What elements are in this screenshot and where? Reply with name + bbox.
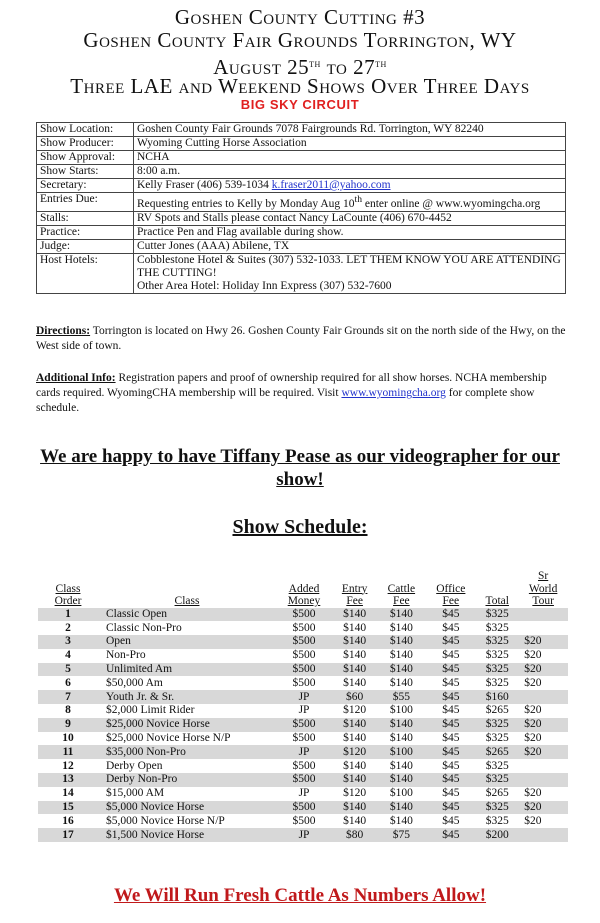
info-label: Host Hotels:: [37, 253, 134, 293]
show-info-table: [36, 122, 566, 294]
schedule-row: [38, 608, 568, 622]
schedule-cell-office: $45: [425, 773, 476, 787]
info-row-practice: [37, 225, 566, 239]
schedule-cell-total: $325: [485, 732, 509, 745]
schedule-cell-entry: $140: [343, 676, 367, 689]
schedule-cell-total: $265: [485, 787, 509, 800]
schedule-cell-total: $325: [485, 621, 509, 634]
schedule-cell-order: 13: [38, 773, 98, 787]
schedule-cell-world: $20: [524, 732, 542, 745]
schedule-cell-world: $20: [524, 649, 542, 662]
schedule-cell-office: $45: [442, 759, 460, 772]
schedule-cell-entry: $140: [332, 801, 377, 815]
schedule-cell-entry: $140: [343, 649, 367, 662]
schedule-cell-order: 4: [65, 649, 71, 662]
info-value: Cutter Jones (AAA) Abilene, TX: [134, 239, 566, 253]
schedule-cell-entry: $140: [343, 732, 367, 745]
schedule-cell-added: $500: [292, 759, 316, 772]
schedule-cell-entry: $140: [343, 759, 367, 772]
schedule-cell-office: $45: [425, 801, 476, 815]
schedule-cell-world: $20: [518, 635, 568, 649]
schedule-cell-added: $500: [276, 608, 332, 622]
event-dates: August 25th to 27th: [213, 55, 387, 79]
schedule-cell-class: Youth Jr. & Sr.: [98, 690, 276, 704]
schedule-cell-cattle: $140: [377, 635, 425, 649]
schedule-cell-entry: $120: [332, 745, 377, 759]
schedule-cell-order: 9: [38, 718, 98, 732]
col-cattle-fee: Cattle Fee: [387, 582, 416, 607]
schedule-row: [38, 635, 568, 649]
schedule-cell-world: [518, 621, 568, 635]
schedule-cell-order: 3: [38, 635, 98, 649]
schedule-cell-order: 12: [62, 759, 74, 772]
schedule-cell-office: $45: [425, 608, 476, 622]
schedule-cell-office: $45: [425, 745, 476, 759]
schedule-cell-office: $45: [425, 828, 476, 842]
info-label: Stalls:: [37, 211, 134, 225]
schedule-cell-order: 2: [65, 621, 71, 634]
col-total: Total: [485, 595, 509, 607]
event-venue: Goshen County Fair Grounds Torrington, WY: [83, 28, 517, 52]
directions-paragraph: Directions: Torrington is located on Hwy 26. Goshen County Fair Grounds sit on the north side of the Hwy, on the West side of town.: [36, 325, 566, 352]
schedule-cell-added: $500: [292, 676, 316, 689]
info-value: Goshen County Fair Grounds 7078 Fairgrounds Rd. Torrington, WY 82240: [134, 123, 566, 137]
schedule-cell-class: $25,000 Novice Horse N/P: [106, 732, 231, 745]
schedule-row: [38, 732, 568, 746]
schedule-cell-office: $45: [442, 676, 460, 689]
info-row-starts: [37, 165, 566, 179]
schedule-cell-class: $50,000 Am: [106, 676, 163, 689]
schedule-cell-added: $500: [276, 663, 332, 677]
schedule-cell-order: 1: [38, 608, 98, 622]
schedule-cell-office: $45: [425, 635, 476, 649]
schedule-cell-office: $45: [425, 663, 476, 677]
info-value: Cobblestone Hotel & Suites (307) 532-1033. LET THEM KNOW YOU ARE ATTENDING THE CUTTING! Other Area Hotel: Holiday Inn Express (307) 532-7600: [134, 253, 566, 293]
schedule-cell-total: $325: [476, 773, 518, 787]
col-entry-fee: Entry Fee: [341, 582, 368, 607]
info-row-judge: [37, 239, 566, 253]
schedule-cell-class: Derby Non-Pro: [98, 773, 276, 787]
schedule-cell-class: Non-Pro: [106, 649, 146, 662]
schedule-row: [38, 814, 568, 828]
schedule-cell-office: $45: [442, 621, 460, 634]
schedule-cell-order: 10: [62, 732, 74, 745]
schedule-cell-class: Open: [98, 635, 276, 649]
additional-info-paragraph: Additional Info: Registration papers and proof of ownership required for all show horses. NCHA membership cards required. WyomingCHA membership will be required. Visit www.wyomingcha.org for complete show schedule.: [36, 372, 547, 414]
fresh-cattle-notice: We Will Run Fresh Cattle As Numbers Allow!: [113, 885, 487, 906]
schedule-cell-class: $5,000 Novice Horse: [98, 801, 276, 815]
schedule-cell-office: $45: [442, 732, 460, 745]
schedule-cell-world: $20: [518, 745, 568, 759]
schedule-cell-world: $20: [518, 718, 568, 732]
schedule-cell-office: $45: [425, 690, 476, 704]
schedule-cell-cattle: $140: [377, 773, 425, 787]
schedule-cell-total: $325: [485, 676, 509, 689]
schedule-cell-entry: $140: [332, 718, 377, 732]
schedule-cell-order: 6: [65, 676, 71, 689]
schedule-cell-class: $1,500 Novice Horse: [98, 828, 276, 842]
schedule-cell-total: $265: [485, 704, 509, 717]
schedule-cell-entry: $140: [343, 814, 367, 827]
schedule-cell-world: [518, 690, 568, 704]
schedule-row: [38, 828, 568, 842]
info-row-approval: [37, 151, 566, 165]
schedule-row: [38, 745, 568, 759]
event-subtitle: Three LAE and Weekend Shows Over Three Days: [70, 74, 530, 98]
schedule-cell-order: 5: [38, 663, 98, 677]
schedule-row: [38, 663, 568, 677]
schedule-cell-order: 11: [38, 745, 98, 759]
schedule-cell-total: $325: [476, 718, 518, 732]
schedule-cell-total: $325: [485, 649, 509, 662]
info-row-entries: [37, 193, 566, 212]
info-label: Show Producer:: [37, 137, 134, 151]
info-value: Wyoming Cutting Horse Association: [134, 137, 566, 151]
schedule-cell-added: $500: [292, 649, 316, 662]
col-added-money: Added Money: [287, 582, 321, 607]
show-schedule-table: [38, 570, 568, 842]
schedule-cell-entry: $120: [343, 704, 367, 717]
schedule-cell-office: $45: [442, 787, 460, 800]
schedule-cell-total: $200: [476, 828, 518, 842]
schedule-cell-office: $45: [442, 814, 460, 827]
schedule-cell-class: Derby Open: [106, 759, 163, 772]
wyomingcha-link[interactable]: www.wyomingcha.org: [341, 387, 446, 399]
schedule-row: [38, 649, 568, 663]
schedule-cell-cattle: $100: [377, 745, 425, 759]
schedule-cell-cattle: $140: [377, 718, 425, 732]
col-office-fee: Office Fee: [436, 582, 466, 607]
schedule-cell-class: $5,000 Novice Horse N/P: [106, 814, 225, 827]
schedule-cell-world: [518, 828, 568, 842]
info-label: Practice:: [37, 225, 134, 239]
secretary-email-link[interactable]: k.fraser2011@yahoo.com: [271, 179, 391, 191]
schedule-row: [38, 621, 568, 635]
col-class: Class: [174, 595, 200, 607]
schedule-cell-added: $500: [292, 621, 316, 634]
schedule-cell-cattle: $140: [389, 732, 413, 745]
schedule-cell-cattle: $140: [377, 608, 425, 622]
schedule-cell-cattle: $140: [389, 814, 413, 827]
schedule-cell-order: 17: [38, 828, 98, 842]
schedule-cell-class: Classic Non-Pro: [106, 621, 182, 634]
info-row-stalls: [37, 211, 566, 225]
schedule-cell-cattle: $140: [389, 759, 413, 772]
schedule-row: [38, 773, 568, 787]
schedule-cell-order: 15: [38, 801, 98, 815]
schedule-cell-class: $35,000 Non-Pro: [98, 745, 276, 759]
schedule-cell-added: $500: [276, 635, 332, 649]
directions-label: Directions:: [36, 325, 91, 337]
schedule-cell-entry: $140: [332, 663, 377, 677]
schedule-cell-entry: $140: [332, 608, 377, 622]
info-row-hotels: [37, 253, 566, 293]
schedule-cell-world: $20: [524, 787, 542, 800]
schedule-cell-added: JP: [276, 745, 332, 759]
schedule-cell-office: $45: [442, 649, 460, 662]
info-row-secretary: [37, 179, 566, 193]
schedule-title: Show Schedule:: [232, 516, 368, 538]
info-label: Judge:: [37, 239, 134, 253]
schedule-cell-cattle: $75: [377, 828, 425, 842]
info-label: Show Location:: [37, 123, 134, 137]
schedule-cell-world: $20: [524, 676, 542, 689]
schedule-cell-entry: $120: [343, 787, 367, 800]
schedule-cell-world: $20: [518, 801, 568, 815]
schedule-header-row: [38, 570, 568, 608]
schedule-cell-cattle: $140: [389, 621, 413, 634]
schedule-cell-total: $325: [485, 814, 509, 827]
schedule-cell-class: Unlimited Am: [98, 663, 276, 677]
schedule-row: [38, 787, 568, 801]
schedule-cell-total: $325: [476, 608, 518, 622]
info-row-producer: [37, 137, 566, 151]
schedule-cell-added: $500: [276, 801, 332, 815]
additional-info-label: Additional Info:: [36, 372, 116, 384]
schedule-cell-total: $265: [476, 745, 518, 759]
schedule-cell-entry: $80: [332, 828, 377, 842]
info-label: Show Approval:: [37, 151, 134, 165]
schedule-cell-class: $15,000 AM: [106, 787, 165, 800]
schedule-cell-cattle: $140: [377, 801, 425, 815]
schedule-cell-total: $325: [476, 801, 518, 815]
schedule-cell-entry: $140: [332, 635, 377, 649]
schedule-row: [38, 718, 568, 732]
schedule-cell-added: JP: [298, 787, 310, 800]
schedule-cell-added: $500: [292, 732, 316, 745]
schedule-cell-order: 7: [38, 690, 98, 704]
info-label: Secretary:: [37, 179, 134, 193]
schedule-cell-entry: $140: [332, 773, 377, 787]
info-value: Requesting entries to Kelly by Monday Aug 10th enter online @ www.wyomingcha.org: [134, 193, 566, 212]
info-value: NCHA: [134, 151, 566, 165]
schedule-cell-cattle: $100: [389, 704, 413, 717]
info-label: Show Starts:: [37, 165, 134, 179]
videographer-announcement: We are happy to have Tiffany Pease as our videographer for our show!: [40, 446, 560, 490]
schedule-cell-world: $20: [524, 704, 542, 717]
schedule-cell-world: [518, 773, 568, 787]
schedule-cell-added: JP: [276, 828, 332, 842]
schedule-cell-order: 8: [65, 704, 71, 717]
schedule-cell-order: 14: [62, 787, 74, 800]
info-value: RV Spots and Stalls please contact Nancy LaCounte (406) 670-4452: [134, 211, 566, 225]
schedule-cell-added: JP: [276, 690, 332, 704]
schedule-row: [38, 759, 568, 773]
schedule-cell-cattle: $55: [377, 690, 425, 704]
info-row-location: [37, 123, 566, 137]
circuit-name: BIG SKY CIRCUIT: [240, 97, 360, 112]
info-value: [134, 179, 566, 193]
schedule-cell-added: $500: [292, 814, 316, 827]
col-class-order: Class Order: [54, 582, 82, 607]
schedule-cell-total: $325: [485, 759, 509, 772]
schedule-cell-entry: $140: [343, 621, 367, 634]
schedule-cell-world: [518, 759, 568, 773]
info-label: Entries Due:: [37, 193, 134, 212]
schedule-cell-world: $20: [518, 663, 568, 677]
info-value: 8:00 a.m.: [134, 165, 566, 179]
secretary-contact: Kelly Fraser (406) 539-1034: [137, 179, 272, 191]
schedule-cell-entry: $60: [332, 690, 377, 704]
schedule-cell-cattle: $140: [377, 663, 425, 677]
schedule-cell-added: $500: [276, 773, 332, 787]
schedule-row: [38, 704, 568, 718]
schedule-cell-added: $500: [276, 718, 332, 732]
schedule-cell-cattle: $140: [389, 649, 413, 662]
schedule-cell-added: JP: [298, 704, 310, 717]
schedule-cell-cattle: $100: [389, 787, 413, 800]
schedule-cell-total: $160: [476, 690, 518, 704]
schedule-cell-class: $25,000 Novice Horse: [98, 718, 276, 732]
schedule-cell-class: Classic Open: [98, 608, 276, 622]
schedule-cell-total: $325: [476, 635, 518, 649]
schedule-cell-order: 16: [62, 814, 74, 827]
schedule-cell-office: $45: [442, 704, 460, 717]
schedule-cell-total: $325: [476, 663, 518, 677]
schedule-cell-class: $2,000 Limit Rider: [106, 704, 195, 717]
info-value: Practice Pen and Flag available during show.: [134, 225, 566, 239]
schedule-cell-cattle: $140: [389, 676, 413, 689]
schedule-cell-world: [518, 608, 568, 622]
schedule-cell-office: $45: [425, 718, 476, 732]
col-sr-world-tour: Sr World Tour: [528, 570, 558, 607]
schedule-cell-world: $20: [524, 814, 542, 827]
schedule-row: [38, 676, 568, 690]
event-title: Goshen County Cutting #3: [174, 5, 426, 29]
schedule-row: [38, 690, 568, 704]
schedule-row: [38, 801, 568, 815]
